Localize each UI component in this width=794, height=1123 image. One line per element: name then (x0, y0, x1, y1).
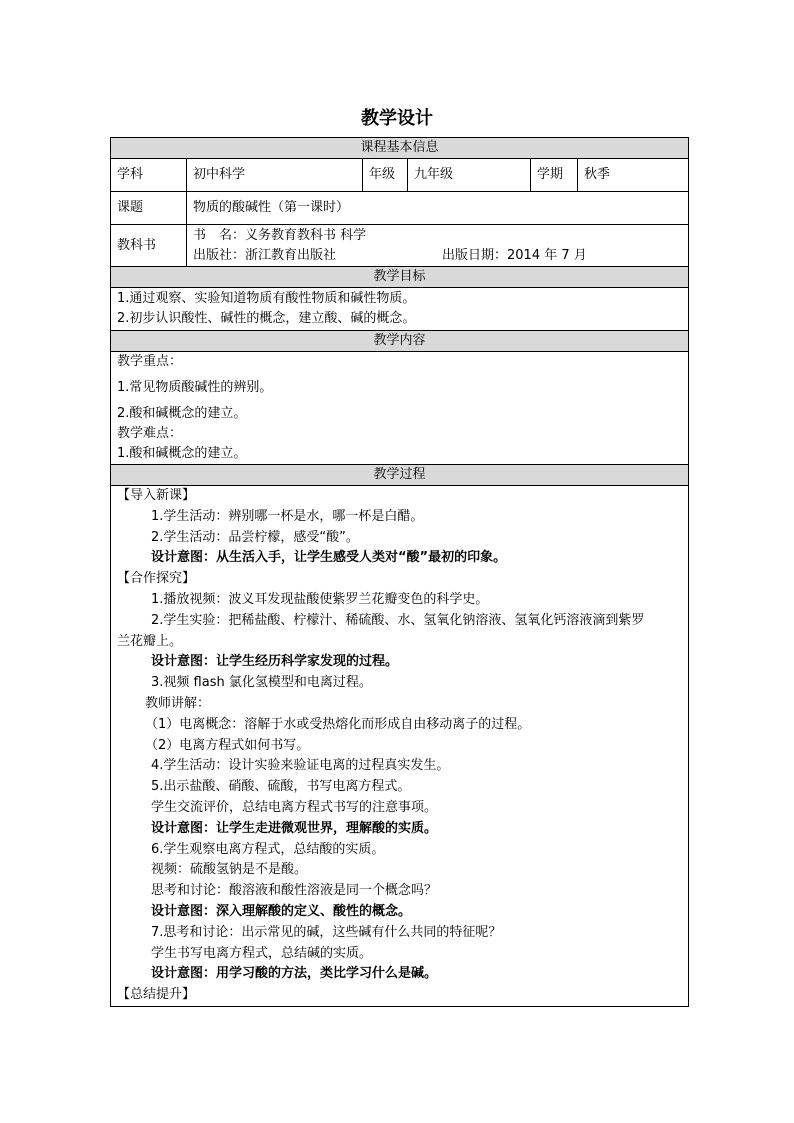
process-step: 2.学生活动：品尝柠檬，感受“酸”。 (151, 529, 359, 545)
difficult-points-label: 教学难点： (117, 426, 183, 441)
grade-label: 年级 (363, 159, 408, 192)
design-intent: 设计意图：深入理解酸的定义、酸性的概念。 (151, 903, 412, 919)
key-point-item: 1.常见物质酸碱性的辨别。 (117, 380, 273, 395)
process-note: 思考和讨论：酸溶液和酸性溶液是同一个概念吗？ (151, 883, 438, 899)
design-intent: 设计意图：用学习酸的方法，类比学习什么是碱。 (151, 966, 438, 982)
process-step: 1.播放视频：波义耳发现盐酸使紫罗兰花瓣变色的科学史。 (151, 591, 489, 607)
textbook-label: 教科书 (111, 225, 187, 267)
process-note: 学生书写电离方程式，总结碱的实质。 (151, 945, 373, 961)
key-points-label: 教学重点： (117, 354, 183, 369)
process-step: 2.学生实验：把稀盐酸、柠檬汁、稀硫酸、水、氢氧化钠溶液、氢氧化钙溶液滴到紫罗 (151, 612, 645, 628)
publisher-line (193, 246, 682, 266)
explanation-item: （1）电离概念：溶解于水或受热熔化而形成自由移动离子的过程。 (145, 716, 531, 732)
section-header-content: 教学内容 (111, 331, 689, 352)
teacher-explanation: 教师讲解： (145, 695, 211, 711)
term-label: 学期 (531, 159, 578, 192)
process-step: 1.学生活动：辨别哪一杯是水，哪一杯是白醋。 (151, 508, 424, 524)
intro-heading: 【导入新课】 (117, 488, 196, 503)
objectives-block (111, 288, 689, 331)
lesson-plan-table (110, 137, 689, 1007)
process-step-continued: 兰花瓣上。 (117, 633, 183, 649)
topic-label: 课题 (111, 192, 187, 225)
section-header-objectives: 教学目标 (111, 267, 689, 288)
objective-item: 1.通过观察、实验知道物质有酸性物质和碱性物质。 (117, 291, 416, 306)
document-title: 教学设计 (361, 108, 433, 129)
summary-heading: 【总结提升】 (117, 987, 196, 1003)
process-note: 视频：硫酸氢钠是不是酸。 (151, 862, 308, 878)
content-block (111, 352, 689, 465)
topic-value: 物质的酸碱性（第一课时） (187, 192, 689, 225)
process-step: 3.视频 flash 氯化氢模型和电离过程。 (151, 675, 372, 691)
process-block (111, 486, 689, 1007)
subject-value: 初中科学 (187, 159, 363, 192)
process-step: 7.思考和讨论：出示常见的碱，这些碱有什么共同的特征呢？ (151, 924, 502, 940)
publication-date: 出版日期：2014 年 7 月 (442, 247, 587, 263)
publisher: 出版社：浙江教育出版社 (193, 247, 337, 263)
process-step: 4.学生活动：设计实验来验证电离的过程真实发生。 (151, 758, 450, 774)
section-header-process: 教学过程 (111, 465, 689, 486)
section-header-basic-info: 课程基本信息 (111, 138, 689, 159)
key-point-item: 2.酸和碱概念的建立。 (117, 406, 247, 421)
subject-label: 学科 (111, 159, 187, 192)
difficult-point-item: 1.酸和碱概念的建立。 (117, 446, 247, 461)
objective-item: 2.初步认识酸性、碱性的概念，建立酸、碱的概念。 (117, 311, 416, 326)
book-name: 书 名：义务教育教科书 科学 (193, 227, 367, 243)
textbook-info (187, 225, 689, 267)
process-step: 5.出示盐酸、硝酸、硫酸，书写电离方程式。 (151, 779, 411, 795)
design-intent: 设计意图：让学生走进微观世界，理解酸的实质。 (151, 820, 438, 836)
explore-heading: 【合作探究】 (117, 571, 196, 587)
design-intent: 设计意图：从生活入手，让学生感受人类对“酸”最初的印象。 (151, 550, 507, 566)
process-step: 6.学生观察电离方程式，总结酸的实质。 (151, 841, 385, 857)
design-intent: 设计意图：让学生经历科学家发现的过程。 (151, 654, 399, 670)
grade-value: 九年级 (408, 159, 531, 192)
explanation-item: （2）电离方程式如何书写。 (145, 737, 310, 753)
process-note: 学生交流评价，总结电离方程式书写的注意事项。 (151, 799, 438, 815)
term-value: 秋季 (578, 159, 689, 192)
